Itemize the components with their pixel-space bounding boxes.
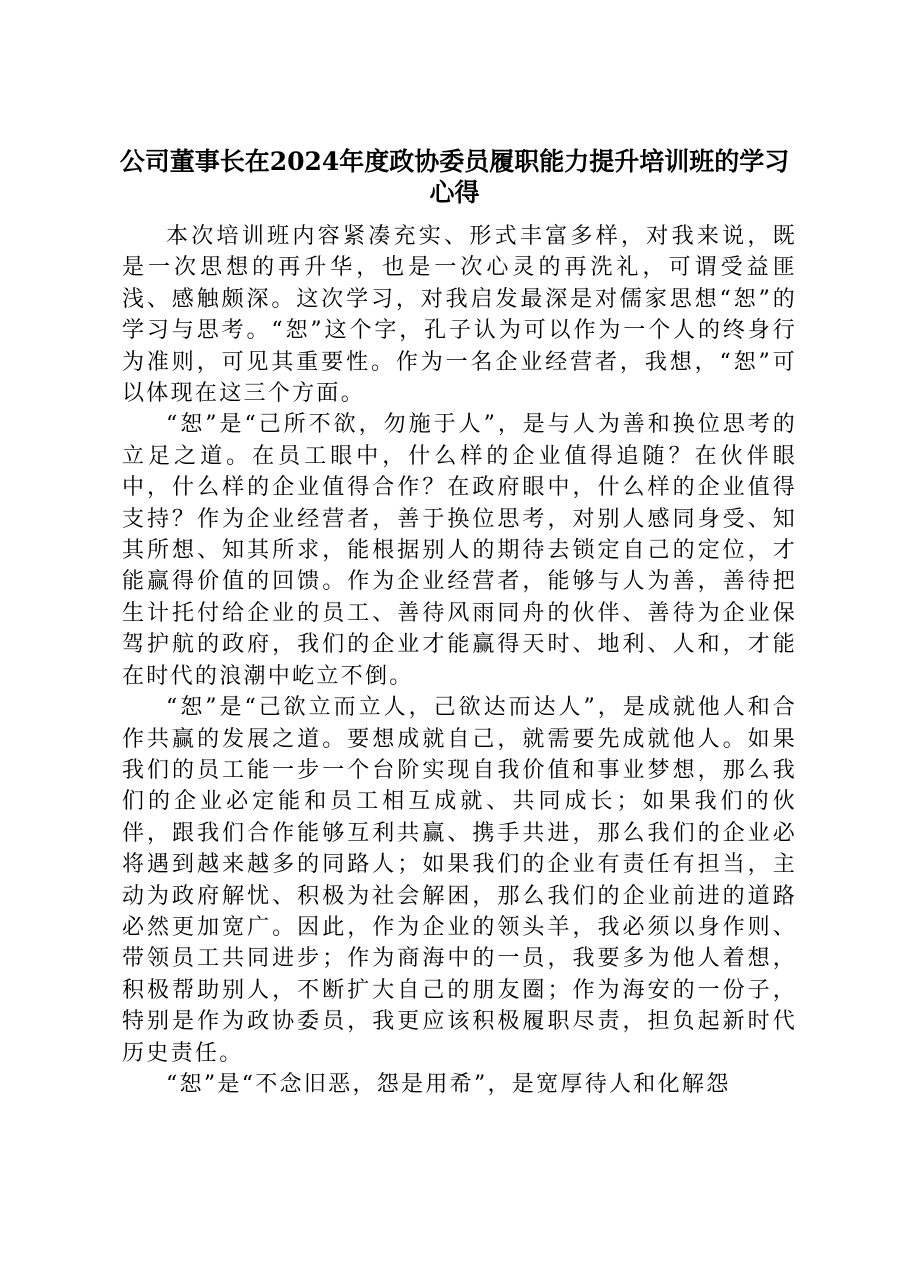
- document-title: 公司董事长在2024年度政协委员履职能力提升培训班的学习心得: [119, 147, 790, 207]
- paragraph-point-1: “恕”是“己所不欲，勿施于人”，是与人为善和换位思考的立足之道。在员工眼中，什么样的企业值得追随？在伙伴眼中，什么样的企业值得合作？在政府眼中，什么样的企业值得支持？作为企业经营者，善于换位思考，对别人感同身受、知其所想、知其所求，能根据别人的期待去锁定自己的定位，才能赢得价值的回馈。作为企业经营者，能够与人为善，善待把生计托付给企业的员工、善待风雨同舟的伙伴、善待为企业保驾护航的政府，我们的企业才能赢得天时、地利、人和，才能在时代的浪潮中屹立不倒。: [122, 412, 797, 689]
- document-body: [122, 221, 797, 1100]
- paragraph-intro: 本次培训班内容紧凑充实、形式丰富多样，对我来说，既是一次思想的再升华，也是一次心灵的再洗礼，可谓受益匪浅、感触颇深。这次学习，对我启发最深是对儒家思想“恕”的学习与思考。“恕”这个字，孔子认为可以作为一个人的终身行为准则，可见其重要性。作为一名企业经营者，我想，“恕”可以体现在这三个方面。: [122, 224, 797, 407]
- paragraph-point-2: “恕”是“己欲立而立人，己欲达而达人”，是成就他人和合作共赢的发展之道。要想成就自己，就需要先成就他人。如果我们的员工能一步一个台阶实现自我价值和事业梦想，那么我们的企业必定能和员工相互成就、共同成长；如果我们的伙伴，跟我们合作能够互利共赢、携手共进，那么我们的企业必将遇到越来越多的同路人；如果我们的企业有责任有担当，主动为政府解忧、积极为社会解困，那么我们的企业前进的道路必然更加宽广。因此，作为企业的领头羊，我必须以身作则、带领员工共同进步；作为商海中的一员，我要多为他人着想，积极帮助别人，不断扩大自己的朋友圈；作为海安的一份子，特别是作为政协委员，我更应该积极履职尽责，担负起新时代历史责任。: [122, 695, 797, 1066]
- paragraph-point-3: “恕”是“不念旧恶，怨是用希”，是宽厚待人和化解怨: [166, 1071, 731, 1097]
